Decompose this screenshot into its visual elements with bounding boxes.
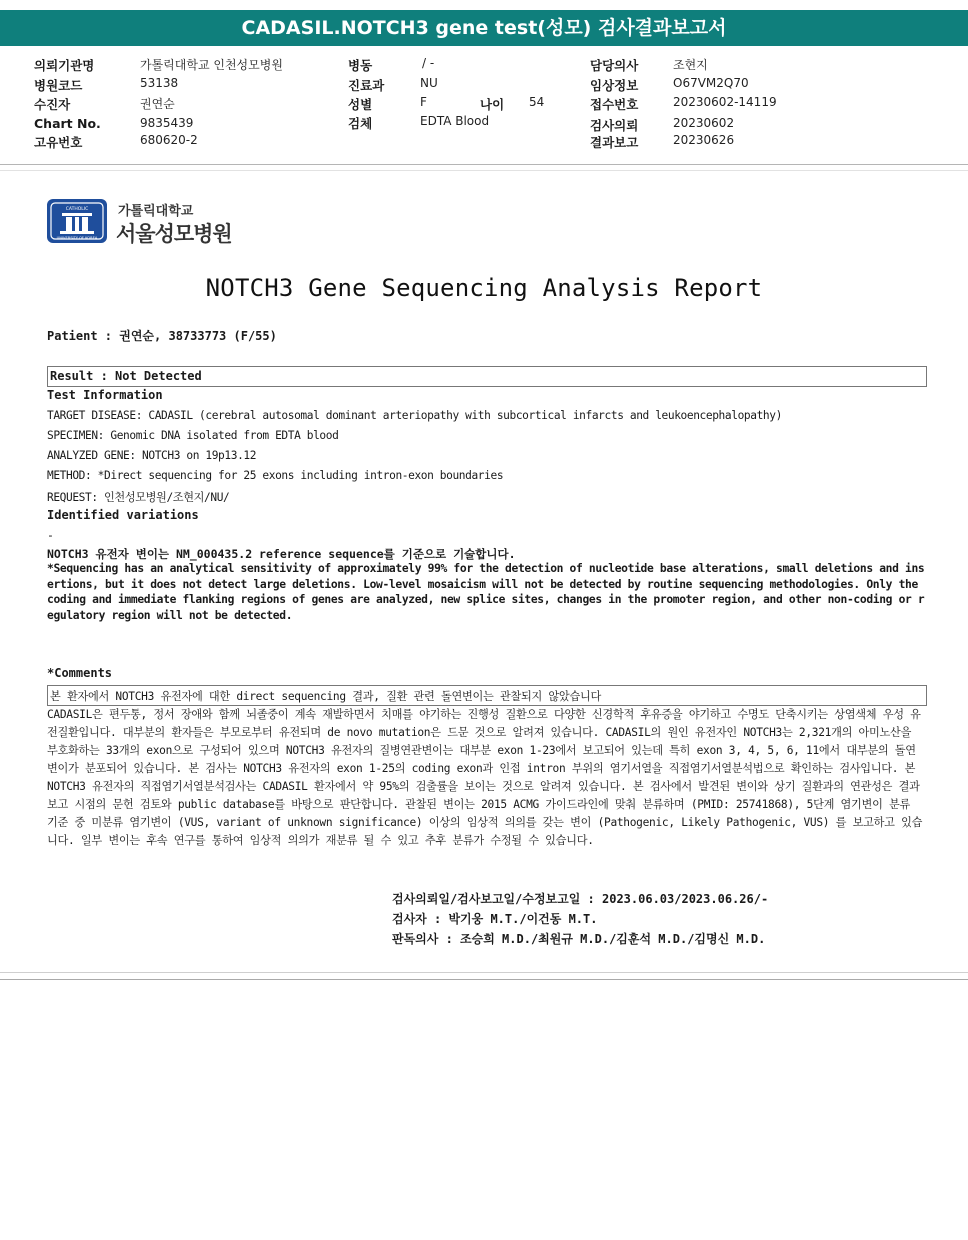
info-value: 53138 (140, 76, 179, 90)
test-info-heading: Test Information (47, 388, 163, 402)
info-label: 진료과 (348, 78, 385, 93)
result-text: Result : Not Detected (50, 369, 202, 383)
hospital-org-name: 가톨릭대학교 (118, 204, 194, 219)
comments-summary-box (47, 685, 927, 706)
info-value: 조현지 (673, 58, 708, 72)
info-label: 접수번호 (590, 97, 639, 112)
info-label: 고유번호 (34, 135, 83, 150)
specimen: SPECIMEN: Genomic DNA isolated from EDTA blood (47, 429, 339, 442)
info-label: 병원코드 (34, 78, 83, 93)
info-label: 검체 (348, 116, 373, 131)
info-label: 병동 (348, 58, 373, 73)
info-label: Chart No. (34, 116, 101, 131)
reader-line: 판독의사 : 조승희 M.D./최원규 M.D./김훈석 M.D./김명신 M.D. (392, 932, 766, 946)
info-value: 20230602 (673, 116, 735, 130)
identified-variations-value: - (47, 528, 54, 542)
footer-divider (0, 972, 968, 973)
info-label: 담당의사 (590, 58, 639, 73)
report-dates: 검사의뢰일/검사보고일/수정보고일 : 2023.06.03/2023.06.26/- (392, 892, 769, 906)
age-label: 나이 (480, 97, 505, 112)
emblem-top-text: CATHOLIC (65, 207, 89, 212)
report-header-title: CADASIL.NOTCH3 gene test(성모) 검사결과보고서 (0, 10, 968, 46)
info-value: 가톨릭대학교 인천성모병원 (140, 58, 283, 72)
patient-line: Patient : 권연순, 38733773 (F/55) (47, 329, 277, 343)
tester-line: 검사자 : 박기웅 M.T./이건동 M.T. (392, 912, 598, 926)
age-value: 54 (529, 95, 545, 109)
emblem-bottom-text: UNIVERSITY OF KOREA (56, 236, 98, 240)
info-value: 20230626 (673, 133, 735, 147)
hospital-name: 서울성모병원 (116, 222, 232, 246)
info-label: 결과보고 (590, 135, 639, 150)
info-value: EDTA Blood (420, 114, 490, 128)
footer-divider (0, 979, 968, 980)
report-title: NOTCH3 Gene Sequencing Analysis Report (205, 274, 763, 302)
header-divider (0, 170, 968, 171)
info-label: 검사의뢰 (590, 118, 639, 133)
info-label: 의뢰기관명 (34, 58, 95, 73)
info-value: NU (420, 76, 438, 90)
info-value: 680620-2 (140, 133, 198, 147)
info-label: 성별 (348, 97, 373, 112)
info-label: 수진자 (34, 97, 71, 112)
info-value: 9835439 (140, 116, 194, 130)
request: REQUEST: 인천성모병원/조현지/NU/ (47, 491, 230, 504)
sensitivity-note: *Sequencing has an analytical sensitivity of approximately 99% for the detection of nucleotide base alterations, small deletions and insertions, but it does not detect large deletions. Low-level mosaicism will not be detected by routine sequencing methodologies. Only the coding and immediate flanking regions of genes are analyzed, new splice sites, changes in the promoter region, and other non-coding or regulatory region will not be detected. (47, 562, 925, 622)
info-value: O67VM2Q70 (673, 76, 749, 90)
info-label: 임상정보 (590, 78, 639, 93)
header-divider (0, 164, 968, 165)
reference-note: NOTCH3 유전자 변이는 NM_000435.2 reference sequence를 기준으로 기술합니다. (47, 547, 516, 561)
info-value: 권연순 (140, 97, 175, 111)
info-value: F (420, 95, 427, 109)
method: METHOD: *Direct sequencing for 25 exons including intron-exon boundaries (47, 469, 504, 482)
identified-variations-heading: Identified variations (47, 508, 199, 522)
comments-summary: 본 환자에서 NOTCH3 유전자에 대한 direct sequencing 결과, 질환 관련 돌연변이는 관찰되지 않았습니다 (50, 690, 601, 703)
hospital-emblem (46, 198, 108, 244)
result-box (47, 366, 927, 387)
target-disease: TARGET DISEASE: CADASIL (cerebral autosomal dominant arteriopathy with subcortical infarcts and leukoencephalopathy) (47, 409, 782, 422)
info-value: 20230602-14119 (673, 95, 777, 109)
analyzed-gene: ANALYZED GENE: NOTCH3 on 19p13.12 (47, 449, 257, 462)
info-value: / - (422, 56, 435, 70)
comments-body: CADASIL은 편두통, 정서 장애와 함께 뇌졸중이 계속 재발하면서 치매를 야기하는 진행성 질환으로 다양한 신경학적 후유증을 야기하고 수명도 단축시키는 상염색체 우성 유전질환입니다. 대부분의 환자들은 부모로부터 유전되며 de novo mutation은 드문 것으로 알려져 있습니다. CADASIL의 원인 유전자인 NOTCH3는 2,321개의 아미노산을 부호화하는 33개의 exon으로 구성되어 있으며 NOTCH3 유전자의 질병연관변이는 대부분 exon 1-23에서 보고되어 있는데 특히 exon 3, 4, 5, 6, 11에서 대부분의 돌연변이가 분포되어 있습니다. 본 검사는 NOTCH3 유전자의 exon 1-25의 coding exon과 인접 intron 부위의 염기서열을 직접염기서열분석법으로 확인하는 검사입니다. 본 NOTCH3 유전자의 직접염기서열분석검사는 CADASIL 환자에서 약 95%의 검출률을 보이는 것으로 알려져 있습니다. 본 검사에서 발견된 변이와 상기 질환과의 연관성은 결과 보고 시점의 문헌 검토와 public database를 바탕으로 판단합니다. 관찰된 변이는 2015 ACMG 가이드라인에 맞춰 분류하며 (PMID: 25741868), 5단계 염기변이 분류 기준 중 미분류 염기변이 (VUS, variant of unknown significance) 이상의 임상적 의의를 갖는 변이 (Pathogenic, Likely Pathogenic, VUS) 를 보고하고 있습니다. 일부 변이는 후속 연구를 통하여 임상적 의의가 재분류 될 수 있고 추후 분류가 수정될 수 있습니다. (47, 708, 923, 847)
comments-heading: *Comments (47, 666, 113, 680)
